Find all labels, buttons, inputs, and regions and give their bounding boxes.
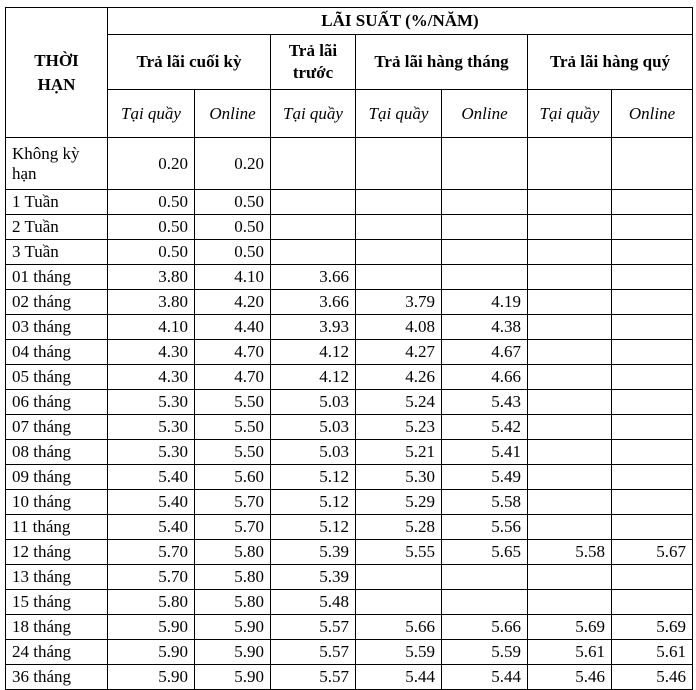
rate-cell: 5.66 <box>356 615 442 640</box>
rate-cell: 4.38 <box>442 315 528 340</box>
table-row <box>6 190 693 215</box>
rate-cell <box>528 265 612 290</box>
rate-cell: 5.90 <box>195 665 271 690</box>
table-row <box>6 390 693 415</box>
rate-cell: 5.59 <box>356 640 442 665</box>
rate-cell: 5.24 <box>356 390 442 415</box>
term-cell: Không kỳ hạn <box>6 138 108 190</box>
rate-cell: 4.19 <box>442 290 528 315</box>
rate-cell: 5.39 <box>271 540 356 565</box>
rate-cell <box>442 565 528 590</box>
rate-cell: 5.70 <box>195 515 271 540</box>
term-cell: 36 tháng <box>6 665 108 690</box>
rate-cell: 3.79 <box>356 290 442 315</box>
rate-cell: 5.59 <box>442 640 528 665</box>
interest-rate-table <box>5 7 693 690</box>
rate-cell <box>356 240 442 265</box>
rate-cell <box>356 265 442 290</box>
table-row <box>6 665 693 690</box>
term-cell: 01 tháng <box>6 265 108 290</box>
table-row <box>6 615 693 640</box>
rate-cell: 5.43 <box>442 390 528 415</box>
table-row <box>6 640 693 665</box>
rate-cell <box>442 240 528 265</box>
rate-cell <box>356 565 442 590</box>
rate-cell: 5.50 <box>195 415 271 440</box>
rate-cell: 5.66 <box>442 615 528 640</box>
rate-cell <box>442 590 528 615</box>
rate-cell: 5.12 <box>271 465 356 490</box>
rate-cell: 5.41 <box>442 440 528 465</box>
term-header: THỜI HẠN <box>6 8 108 138</box>
rate-cell: 0.50 <box>108 240 195 265</box>
rate-cell <box>356 590 442 615</box>
rate-cell: 5.56 <box>442 515 528 540</box>
rate-cell: 5.30 <box>108 390 195 415</box>
table-row <box>6 440 693 465</box>
rate-cell: 5.90 <box>108 615 195 640</box>
rate-cell <box>612 365 693 390</box>
rate-cell: 3.80 <box>108 265 195 290</box>
rate-cell: 5.23 <box>356 415 442 440</box>
rate-cell <box>612 565 693 590</box>
rate-cell <box>271 240 356 265</box>
rate-cell <box>528 190 612 215</box>
group-header-prepaid: Trả lãi trước <box>271 35 356 90</box>
subheader-counter: Tại quầy <box>528 90 612 138</box>
rate-cell: 5.50 <box>195 390 271 415</box>
rate-cell: 4.27 <box>356 340 442 365</box>
rate-cell <box>612 440 693 465</box>
subheader-online: Online <box>442 90 528 138</box>
rate-cell: 4.40 <box>195 315 271 340</box>
rate-cell: 5.70 <box>108 540 195 565</box>
rate-cell: 5.29 <box>356 490 442 515</box>
rate-cell <box>612 315 693 340</box>
rate-cell <box>528 415 612 440</box>
rate-cell: 5.48 <box>271 590 356 615</box>
rate-cell: 5.90 <box>195 640 271 665</box>
subheader-counter: Tại quầy <box>108 90 195 138</box>
rate-cell: 5.80 <box>195 590 271 615</box>
rate-cell: 5.69 <box>528 615 612 640</box>
rate-cell: 0.50 <box>195 215 271 240</box>
term-cell: 13 tháng <box>6 565 108 590</box>
rate-cell <box>612 290 693 315</box>
rate-cell: 5.90 <box>108 665 195 690</box>
subheader-counter: Tại quầy <box>356 90 442 138</box>
rate-cell: 3.93 <box>271 315 356 340</box>
rate-cell <box>612 240 693 265</box>
rate-cell: 4.26 <box>356 365 442 390</box>
term-cell: 10 tháng <box>6 490 108 515</box>
rate-cell: 4.20 <box>195 290 271 315</box>
rate-cell <box>528 315 612 340</box>
term-cell: 15 tháng <box>6 590 108 615</box>
rate-cell: 5.80 <box>195 540 271 565</box>
rate-cell: 5.03 <box>271 390 356 415</box>
rate-cell <box>271 138 356 190</box>
rate-cell <box>528 290 612 315</box>
rate-cell: 5.40 <box>108 465 195 490</box>
rate-cell: 0.20 <box>108 138 195 190</box>
rate-cell <box>528 138 612 190</box>
rate-cell: 4.12 <box>271 365 356 390</box>
rate-cell: 4.70 <box>195 340 271 365</box>
table-row <box>6 315 693 340</box>
term-cell: 1 Tuần <box>6 190 108 215</box>
rate-cell <box>442 138 528 190</box>
subheader-counter: Tại quầy <box>271 90 356 138</box>
rate-cell <box>612 138 693 190</box>
rate-cell: 5.12 <box>271 515 356 540</box>
rate-cell <box>356 215 442 240</box>
rate-cell: 4.10 <box>108 315 195 340</box>
rate-cell: 5.58 <box>442 490 528 515</box>
group-header-quarterly: Trả lãi hàng quý <box>528 35 693 90</box>
rate-cell <box>442 215 528 240</box>
rate-cell: 5.30 <box>356 465 442 490</box>
rate-cell <box>528 340 612 365</box>
rate-cell <box>612 490 693 515</box>
rate-cell: 5.90 <box>195 615 271 640</box>
term-cell: 05 tháng <box>6 365 108 390</box>
rate-cell <box>271 190 356 215</box>
rate-cell <box>612 390 693 415</box>
rate-cell: 0.50 <box>108 190 195 215</box>
table-row <box>6 465 693 490</box>
rate-cell: 4.30 <box>108 365 195 390</box>
term-cell: 03 tháng <box>6 315 108 340</box>
table-row <box>6 215 693 240</box>
rate-cell <box>271 215 356 240</box>
term-cell: 02 tháng <box>6 290 108 315</box>
rate-cell: 5.57 <box>271 640 356 665</box>
rate-cell: 0.50 <box>108 215 195 240</box>
table-row <box>6 365 693 390</box>
term-cell: 09 tháng <box>6 465 108 490</box>
term-cell: 12 tháng <box>6 540 108 565</box>
rate-cell: 5.67 <box>612 540 693 565</box>
rate-cell <box>612 590 693 615</box>
table-row <box>6 290 693 315</box>
rate-cell: 3.80 <box>108 290 195 315</box>
term-cell: 08 tháng <box>6 440 108 465</box>
rate-cell: 5.39 <box>271 565 356 590</box>
rate-cell: 5.55 <box>356 540 442 565</box>
rate-cell: 5.90 <box>108 640 195 665</box>
rate-cell: 5.30 <box>108 415 195 440</box>
rate-cell: 0.50 <box>195 190 271 215</box>
term-cell: 3 Tuần <box>6 240 108 265</box>
rate-cell: 5.30 <box>108 440 195 465</box>
rate-cell <box>442 190 528 215</box>
rate-cell <box>612 190 693 215</box>
rate-cell <box>528 465 612 490</box>
rate-cell: 5.40 <box>108 515 195 540</box>
rate-cell <box>528 490 612 515</box>
term-cell: 2 Tuần <box>6 215 108 240</box>
rate-cell <box>528 590 612 615</box>
rate-cell: 5.03 <box>271 415 356 440</box>
rate-cell: 5.49 <box>442 465 528 490</box>
rate-cell: 5.61 <box>528 640 612 665</box>
rate-cell <box>528 440 612 465</box>
term-cell: 04 tháng <box>6 340 108 365</box>
rate-cell: 4.12 <box>271 340 356 365</box>
rate-cell: 5.58 <box>528 540 612 565</box>
rate-cell: 5.03 <box>271 440 356 465</box>
rate-cell: 5.21 <box>356 440 442 465</box>
table-header <box>6 8 693 138</box>
term-cell: 06 tháng <box>6 390 108 415</box>
subheader-online: Online <box>195 90 271 138</box>
rate-cell <box>356 190 442 215</box>
term-cell: 18 tháng <box>6 615 108 640</box>
group-header-end-of-term: Trả lãi cuối kỳ <box>108 35 271 90</box>
rate-cell: 5.70 <box>108 565 195 590</box>
table-row <box>6 490 693 515</box>
term-cell: 24 tháng <box>6 640 108 665</box>
rate-cell: 5.61 <box>612 640 693 665</box>
table-row <box>6 590 693 615</box>
rate-cell: 5.57 <box>271 615 356 640</box>
rate-cell <box>528 515 612 540</box>
rate-cell <box>442 265 528 290</box>
rate-cell <box>612 515 693 540</box>
rate-cell: 5.46 <box>612 665 693 690</box>
rate-cell: 4.66 <box>442 365 528 390</box>
rate-cell: 5.12 <box>271 490 356 515</box>
table-row <box>6 415 693 440</box>
rate-cell: 5.40 <box>108 490 195 515</box>
rate-cell: 0.20 <box>195 138 271 190</box>
rate-cell <box>528 390 612 415</box>
rate-cell <box>612 215 693 240</box>
table-row <box>6 340 693 365</box>
rate-cell: 3.66 <box>271 290 356 315</box>
rate-cell: 4.10 <box>195 265 271 290</box>
rate-cell: 5.44 <box>442 665 528 690</box>
rate-cell: 4.67 <box>442 340 528 365</box>
rate-cell: 5.69 <box>612 615 693 640</box>
rate-cell <box>356 138 442 190</box>
rate-cell: 5.65 <box>442 540 528 565</box>
table-row <box>6 565 693 590</box>
table-row <box>6 515 693 540</box>
rate-cell <box>528 565 612 590</box>
subheader-online: Online <box>612 90 693 138</box>
rate-cell <box>612 340 693 365</box>
rate-cell <box>612 265 693 290</box>
rate-cell <box>528 240 612 265</box>
rate-cell <box>612 465 693 490</box>
rate-cell: 5.57 <box>271 665 356 690</box>
table-row <box>6 540 693 565</box>
rate-cell: 5.42 <box>442 415 528 440</box>
rate-cell: 5.50 <box>195 440 271 465</box>
rate-cell <box>612 415 693 440</box>
table-row <box>6 265 693 290</box>
rate-cell: 5.28 <box>356 515 442 540</box>
rate-cell: 4.08 <box>356 315 442 340</box>
table-body <box>6 138 693 690</box>
rate-cell: 4.30 <box>108 340 195 365</box>
rate-cell: 5.60 <box>195 465 271 490</box>
rate-cell: 5.70 <box>195 490 271 515</box>
rate-cell: 3.66 <box>271 265 356 290</box>
table-row <box>6 138 693 190</box>
rate-cell <box>528 215 612 240</box>
rate-group-header: LÃI SUẤT (%/NĂM) <box>108 8 693 35</box>
table-row <box>6 240 693 265</box>
term-cell: 11 tháng <box>6 515 108 540</box>
rate-cell: 5.80 <box>108 590 195 615</box>
rate-cell: 4.70 <box>195 365 271 390</box>
rate-cell <box>528 365 612 390</box>
rate-cell: 5.46 <box>528 665 612 690</box>
term-cell: 07 tháng <box>6 415 108 440</box>
rate-cell: 5.80 <box>195 565 271 590</box>
rate-cell: 5.44 <box>356 665 442 690</box>
group-header-monthly: Trả lãi hàng tháng <box>356 35 528 90</box>
rate-cell: 0.50 <box>195 240 271 265</box>
